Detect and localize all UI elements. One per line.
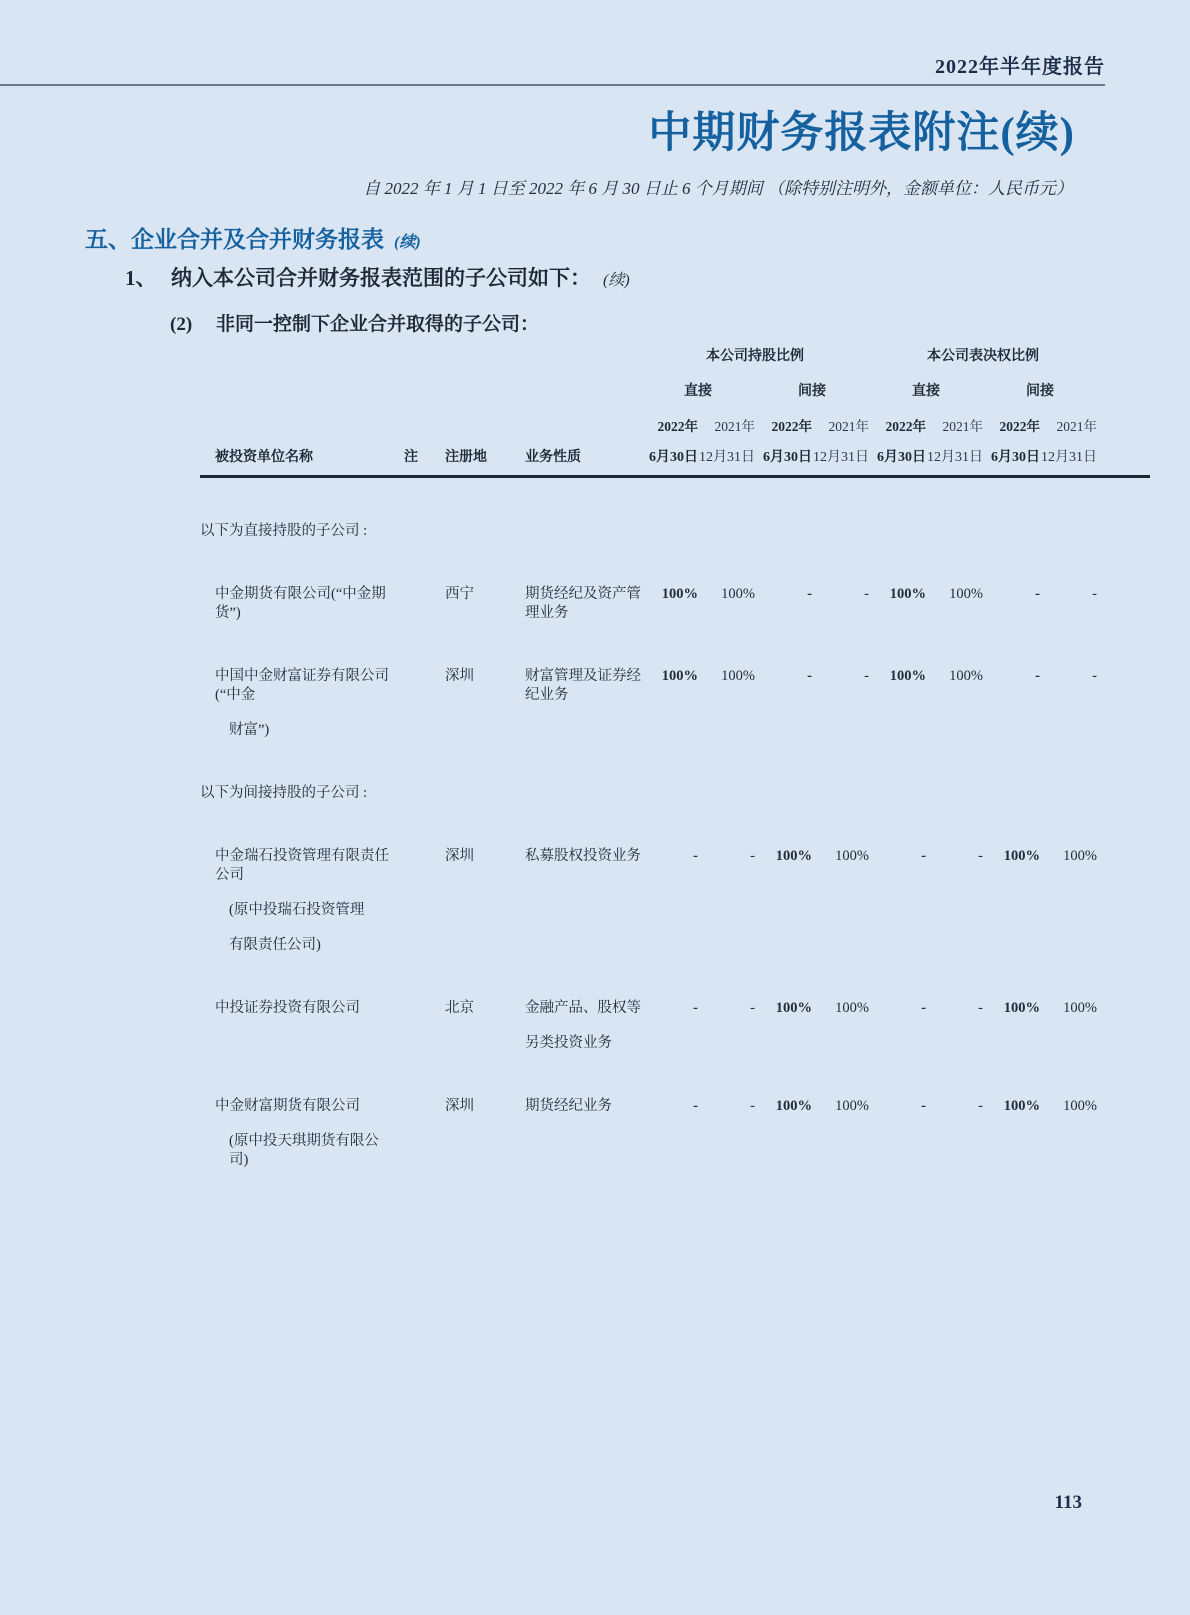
header-date-row [200, 446, 1150, 477]
registered-place-cell: 深圳 [445, 1098, 474, 1114]
subsection-1-text: 纳入本公司合并财务报表范围的子公司如下： [171, 266, 591, 290]
value-cell: - [978, 1000, 983, 1016]
col-subgroup-direct-2: 直接 [912, 384, 940, 399]
business-nature: 私募股权投资业务 [525, 848, 641, 864]
col-subgroup-direct-1: 直接 [684, 384, 712, 399]
header-year-row [200, 415, 1150, 446]
section-heading-text: 五、企业合并及合并财务报表 [85, 227, 384, 252]
value-cell: 100% [775, 1098, 812, 1114]
value-cell: - [864, 586, 869, 602]
header-subgroup-row [200, 380, 1150, 415]
col-date: 6月30日 [983, 446, 1040, 477]
col-year: 2021年 [942, 419, 983, 434]
value-cell: - [1035, 586, 1040, 602]
registered-place-cell: 深圳 [445, 668, 474, 684]
col-header-investee-name: 被投资单位名称 [200, 446, 390, 477]
value-cell: - [921, 848, 926, 864]
value-cell: - [750, 848, 755, 864]
value-cell: - [864, 668, 869, 684]
table-row [200, 803, 1150, 955]
company-name: (原中投瑞石投资管理 [229, 902, 365, 918]
value-cell: - [750, 1000, 755, 1016]
table-row [200, 541, 1150, 623]
subsection-1-continued: (续) [603, 272, 630, 289]
col-subgroup-indirect-2: 间接 [1026, 384, 1054, 399]
value-cell: 100% [1003, 1098, 1040, 1114]
value-cell: 100% [1063, 1098, 1097, 1114]
value-cell: - [921, 1000, 926, 1016]
section-heading-continued: (续) [394, 234, 421, 251]
registered-place-cell: 西宁 [445, 586, 474, 602]
value-cell: 100% [775, 1000, 812, 1016]
subsection-2-text: 非同一控制下企业合并取得的子公司： [216, 314, 540, 335]
table-row [200, 623, 1150, 740]
value-cell: - [978, 848, 983, 864]
page-subtitle: 自 2022 年 1 月 1 日至 2022 年 6 月 30 日止 6 个月期间 （除特别注明外，金额单位：人民币元） [363, 179, 1073, 198]
registered-place-cell: 北京 [445, 1000, 474, 1016]
value-cell: 100% [1003, 1000, 1040, 1016]
value-cell: 100% [889, 668, 926, 684]
value-cell: 100% [949, 668, 983, 684]
value-cell: 100% [721, 668, 755, 684]
table-row [200, 1053, 1150, 1170]
business-nature: 期货经纪业务 [525, 1098, 612, 1114]
note-cell [390, 803, 430, 955]
value-cell: 100% [1003, 848, 1040, 864]
value-cell: 100% [835, 1098, 869, 1114]
col-header-note: 注 [390, 446, 430, 477]
header-divider [0, 84, 1105, 86]
col-year: 2022年 [885, 419, 926, 434]
report-header-label: 2022年半年度报告 [935, 56, 1105, 78]
registered-place-cell: 深圳 [445, 848, 474, 864]
value-cell: - [1092, 668, 1097, 684]
col-header-business-nature: 业务性质 [510, 446, 641, 477]
col-date: 12月31日 [812, 446, 869, 477]
subsection-2 [170, 309, 539, 336]
value-cell: 100% [835, 848, 869, 864]
company-name: 中国中金财富证券有限公司(“中金 [215, 668, 389, 703]
company-name: 中金期货有限公司(“中金期货”) [215, 586, 386, 621]
business-nature: 金融产品、股权等 [525, 1000, 641, 1016]
value-cell: - [693, 848, 698, 864]
note-cell [390, 955, 430, 1053]
page-title: 中期财务报表附注(续) [648, 110, 1075, 157]
value-cell: 100% [835, 1000, 869, 1016]
value-cell: 100% [1063, 1000, 1097, 1016]
col-date: 6月30日 [641, 446, 698, 477]
note-cell [390, 1053, 430, 1170]
value-cell: - [921, 1098, 926, 1114]
section-label-row [200, 477, 1150, 542]
company-name: 中金瑞石投资管理有限责任公司 [215, 848, 389, 883]
col-subgroup-indirect-1: 间接 [798, 384, 826, 399]
business-nature: 期货经纪及资产管理业务 [525, 586, 641, 621]
col-date: 12月31日 [1040, 446, 1097, 477]
value-cell: - [1092, 586, 1097, 602]
value-cell: 100% [775, 848, 812, 864]
subsidiaries-table [200, 345, 1150, 1170]
note-cell [390, 623, 430, 740]
note-cell [390, 541, 430, 623]
value-cell: 100% [949, 586, 983, 602]
value-cell: 100% [889, 586, 926, 602]
col-year: 2021年 [828, 419, 869, 434]
company-name: 有限责任公司) [229, 937, 321, 953]
col-date: 12月31日 [698, 446, 755, 477]
page-number: 113 [1054, 1492, 1082, 1513]
col-date: 12月31日 [926, 446, 983, 477]
col-year: 2021年 [714, 419, 755, 434]
header-group-row [200, 345, 1150, 380]
value-cell: - [978, 1098, 983, 1114]
value-cell: 100% [661, 668, 698, 684]
col-group-voting: 本公司表决权比例 [927, 349, 1039, 364]
col-year: 2022年 [999, 419, 1040, 434]
business-nature: 另类投资业务 [525, 1035, 612, 1051]
section-label: 以下为间接持股的子公司 : [200, 785, 368, 801]
col-year: 2021年 [1056, 419, 1097, 434]
value-cell: - [1035, 668, 1040, 684]
value-cell: - [750, 1098, 755, 1114]
value-cell: 100% [721, 586, 755, 602]
section-heading [85, 221, 421, 254]
col-group-shareholding: 本公司持股比例 [706, 349, 804, 364]
business-nature: 财富管理及证券经纪业务 [525, 668, 641, 703]
company-name: 财富”) [229, 722, 270, 738]
section-label-row [200, 740, 1150, 803]
subsection-1-number: 1、 [125, 266, 157, 290]
company-name: 中金财富期货有限公司 [215, 1098, 360, 1114]
value-cell: - [693, 1000, 698, 1016]
col-date: 6月30日 [755, 446, 812, 477]
value-cell: 100% [1063, 848, 1097, 864]
col-header-registered-place: 注册地 [430, 446, 510, 477]
value-cell: - [807, 668, 812, 684]
company-name: 中投证券投资有限公司 [215, 1000, 360, 1016]
value-cell: - [693, 1098, 698, 1114]
subsection-2-number: (2) [170, 314, 193, 335]
col-year: 2022年 [771, 419, 812, 434]
col-year: 2022年 [657, 419, 698, 434]
company-name: (原中投天琪期货有限公司) [229, 1133, 379, 1168]
value-cell: 100% [661, 586, 698, 602]
col-date: 6月30日 [869, 446, 926, 477]
subsection-1 [125, 262, 630, 292]
value-cell: - [807, 586, 812, 602]
table-row [200, 955, 1150, 1053]
section-label: 以下为直接持股的子公司 : [200, 523, 368, 539]
